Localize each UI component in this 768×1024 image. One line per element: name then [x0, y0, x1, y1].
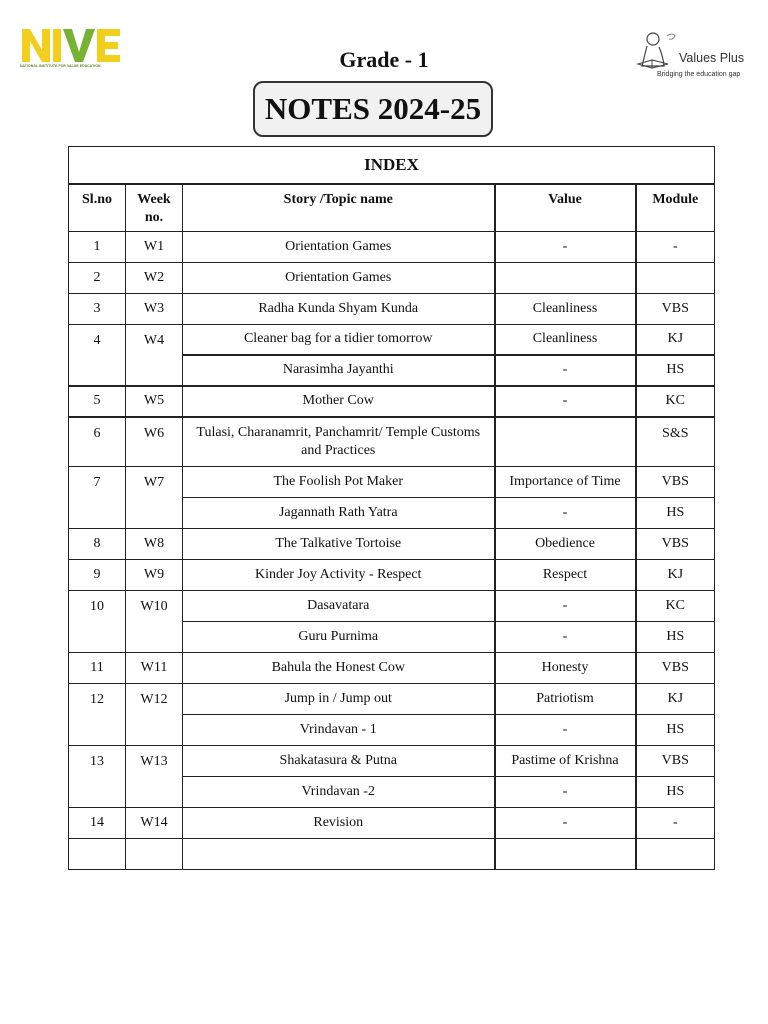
cell-value: - [495, 498, 636, 529]
cell-module: HS [636, 498, 715, 529]
cell-week: W3 [126, 294, 183, 325]
header-topic: Story /Topic name [183, 184, 495, 232]
cell-slno: 14 [69, 808, 126, 839]
cell-slno: 8 [69, 529, 126, 560]
header-slno: Sl.no [69, 184, 126, 232]
cell-value: Pastime of Krishna [495, 746, 636, 777]
cell-topic: Orientation Games [183, 263, 495, 294]
table-row [69, 467, 715, 498]
cell-value [495, 839, 636, 870]
cell-week: W8 [126, 529, 183, 560]
cell-topic: Vrindavan -2 [183, 777, 495, 808]
cell-week: W11 [126, 653, 183, 684]
cell-topic: Dasavatara [183, 591, 495, 622]
cell-week: W12 [126, 684, 183, 746]
cell-topic: Radha Kunda Shyam Kunda [183, 294, 495, 325]
cell-topic: Jagannath Rath Yatra [183, 498, 495, 529]
table-row [69, 263, 715, 294]
cell-topic: Orientation Games [183, 232, 495, 263]
cell-slno: 9 [69, 560, 126, 591]
cell-slno: 1 [69, 232, 126, 263]
cell-module: VBS [636, 467, 715, 498]
cell-value: Cleanliness [495, 325, 636, 355]
cell-slno: 10 [69, 591, 126, 653]
cell-slno: 13 [69, 746, 126, 808]
index-table [68, 146, 715, 870]
cell-slno: 12 [69, 684, 126, 746]
cell-module: HS [636, 777, 715, 808]
cell-value: - [495, 232, 636, 263]
table-row [69, 560, 715, 591]
cell-week: W4 [126, 325, 183, 386]
cell-value: - [495, 808, 636, 839]
table-row [69, 529, 715, 560]
notes-title: NOTES 2024-25 [253, 81, 493, 137]
cell-week: W14 [126, 808, 183, 839]
cell-topic: Cleaner bag for a tidier tomorrow [183, 325, 495, 355]
cell-week [126, 839, 183, 870]
cell-slno: 6 [69, 417, 126, 467]
cell-value: Cleanliness [495, 294, 636, 325]
cell-value: Obedience [495, 529, 636, 560]
table-row [69, 839, 715, 870]
cell-module: HS [636, 715, 715, 746]
cell-module [636, 263, 715, 294]
table-row [69, 325, 715, 355]
cell-module: VBS [636, 294, 715, 325]
cell-topic: Guru Purnima [183, 622, 495, 653]
cell-value: Honesty [495, 653, 636, 684]
cell-module: - [636, 232, 715, 263]
cell-module: HS [636, 355, 715, 386]
cell-slno: 5 [69, 386, 126, 417]
cell-value: Respect [495, 560, 636, 591]
cell-topic: The Foolish Pot Maker [183, 467, 495, 498]
cell-module [636, 839, 715, 870]
table-row [69, 808, 715, 839]
cell-week: W13 [126, 746, 183, 808]
cell-topic: Kinder Joy Activity - Respect [183, 560, 495, 591]
cell-module: S&S [636, 417, 715, 467]
cell-value: - [495, 355, 636, 386]
cell-module: KJ [636, 684, 715, 715]
table-row [69, 653, 715, 684]
cell-value [495, 417, 636, 467]
cell-slno [69, 839, 126, 870]
table-row [69, 746, 715, 777]
cell-topic: Jump in / Jump out [183, 684, 495, 715]
cell-module: KC [636, 591, 715, 622]
nive-subtitle: NATIONAL INSTITUTE FOR VALUE EDUCATION [20, 64, 101, 68]
cell-module: VBS [636, 746, 715, 777]
cell-slno: 4 [69, 325, 126, 386]
table-row [69, 386, 715, 417]
cell-week: W10 [126, 591, 183, 653]
cell-value: - [495, 591, 636, 622]
cell-topic: Tulasi, Charanamrit, Panchamrit/ Temple Customs and Practices [183, 417, 495, 467]
cell-week: W6 [126, 417, 183, 467]
cell-value: - [495, 715, 636, 746]
cell-module: VBS [636, 653, 715, 684]
cell-topic: Revision [183, 808, 495, 839]
cell-value: - [495, 777, 636, 808]
header-module: Module [636, 184, 715, 232]
table-row [69, 591, 715, 622]
cell-module: VBS [636, 529, 715, 560]
cell-value [495, 263, 636, 294]
cell-module: KC [636, 386, 715, 417]
cell-value: Importance of Time [495, 467, 636, 498]
table-row [69, 684, 715, 715]
cell-module: HS [636, 622, 715, 653]
cell-value: Patriotism [495, 684, 636, 715]
cell-week: W7 [126, 467, 183, 529]
cell-topic: Narasimha Jayanthi [183, 355, 495, 386]
cell-topic: Shakatasura & Putna [183, 746, 495, 777]
cell-slno: 3 [69, 294, 126, 325]
table-row [69, 417, 715, 467]
cell-slno: 2 [69, 263, 126, 294]
cell-week: W9 [126, 560, 183, 591]
table-row [69, 232, 715, 263]
header-value: Value [495, 184, 636, 232]
cell-slno: 7 [69, 467, 126, 529]
cell-module: KJ [636, 560, 715, 591]
grade-heading: Grade - 1 [339, 47, 429, 72]
cell-module: - [636, 808, 715, 839]
cell-topic: Mother Cow [183, 386, 495, 417]
cell-topic: The Talkative Tortoise [183, 529, 495, 560]
cell-topic: Vrindavan - 1 [183, 715, 495, 746]
cell-module: KJ [636, 325, 715, 355]
cell-week: W5 [126, 386, 183, 417]
cell-week: W2 [126, 263, 183, 294]
index-title: INDEX [69, 147, 715, 184]
cell-topic: Bahula the Honest Cow [183, 653, 495, 684]
cell-value: - [495, 622, 636, 653]
cell-value: - [495, 386, 636, 417]
cell-slno: 11 [69, 653, 126, 684]
header-row [69, 184, 715, 232]
header-week: Week no. [126, 184, 183, 232]
values-plus-name: Values Plus [679, 51, 745, 65]
cell-week: W1 [126, 232, 183, 263]
values-plus-tagline: Bridging the education gap [657, 71, 741, 78]
table-row [69, 294, 715, 325]
cell-topic [183, 839, 495, 870]
